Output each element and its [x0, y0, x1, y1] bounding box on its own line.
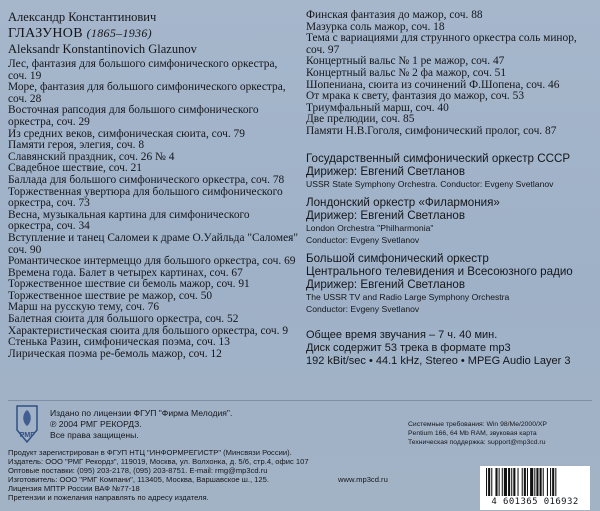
track-line: Лирическая поэма ре-бемоль мажор, соч. 12: [8, 347, 222, 360]
barcode-bar: [527, 468, 528, 496]
sysreq-line: Pentium 166, 64 Mb RAM, звуковая карта: [408, 430, 537, 437]
track-list-left: [8, 59, 302, 360]
track-line: Из средних веков, симфоническая сюита, соч. 79: [8, 127, 245, 140]
orchestra-name: Лондонский оркестр «Филармония»: [306, 195, 500, 209]
barcode-bar: [536, 468, 538, 496]
footer-line: Претензии и пожелания направлять по адресу издателя.: [8, 493, 209, 502]
barcode-bar: [550, 468, 551, 496]
track-line: Памяти Н.В.Гоголя, симфонический пролог, соч. 87: [306, 124, 557, 137]
disc-info-line: Диск содержит 53 трека в формате mp3: [306, 341, 511, 354]
track-line: Мазурка соль мажор, соч. 18: [306, 20, 445, 33]
track-line: Балетная сюита для большого оркестра, соч. 52: [8, 313, 239, 326]
track-line: оркестра, соч. 29: [8, 115, 90, 128]
track-list-right: [306, 10, 594, 138]
footer-line: Лицензия МПТР России ВАФ №77-18: [8, 484, 140, 493]
barcode-bar: [552, 468, 554, 496]
license-line: ℗ 2004 РМГ РЕКОРДЗ.: [50, 419, 142, 429]
composer-name: Александр Константинович: [8, 10, 157, 24]
track-line: Времена года. Балет в четырех картинах, соч. 67: [8, 266, 243, 279]
performer-english: London Orchestra "Philharmonia": [306, 222, 434, 233]
track-line: оркестра, соч. 73: [8, 197, 90, 210]
barcode-bar: [543, 468, 544, 496]
barcode-bar: [518, 468, 519, 496]
disc-info: [306, 329, 594, 368]
track-line: оркестра, соч. 34: [8, 220, 90, 233]
barcode-bar: [513, 468, 515, 496]
sysreq-line: Системные требования: Win 98/Me/2000/XP: [408, 421, 547, 428]
barcode-bar: [508, 468, 510, 496]
barcode-bar: [522, 468, 523, 496]
track-line: соч. 97: [306, 43, 340, 56]
performer-block: [306, 196, 594, 246]
track-line: Финская фантазия до мажор, соч. 88: [306, 9, 483, 21]
barcode-bar: [524, 468, 526, 496]
barcode-bar: [555, 468, 556, 496]
performer-english: USSR State Symphony Orchestra. Conductor: Evgeny Svetlanov: [306, 178, 554, 189]
barcode-digits: 4 601365 016932: [491, 497, 579, 507]
barcode-bar: [488, 468, 490, 496]
barcode-bar: [511, 468, 512, 496]
track-line: Восточная рапсодия для большого симфонического: [8, 104, 259, 117]
footer-line: Издатель: ООО "РМГ Рекордз", 119019, Москва, ул. Волхонка, д. 5/6, стр.4, офис 107: [8, 457, 309, 466]
track-line: Славянский праздник, соч. 26 № 4: [8, 150, 175, 163]
track-line: Стенька Разин, симфоническая поэма, соч. 13: [8, 336, 230, 349]
barcode-bar: [499, 468, 500, 496]
license-text: [50, 408, 232, 441]
track-line: От мрака к свету, фантазия до мажор, соч. 53: [306, 90, 525, 103]
orchestra-name: Центрального телевидения и Всесоюзного радио: [306, 264, 573, 278]
sysreq-line: Техническая поддержка: support@mp3cd.ru: [408, 439, 546, 446]
track-line: Весна, музыкальная картина для симфонического: [8, 208, 250, 221]
performer-block: [306, 252, 594, 315]
performer-english: Conductor: Evgeny Svetlanov: [306, 303, 420, 314]
surname-text: ГЛАЗУНОВ: [8, 26, 83, 41]
track-line: Триумфальный марш, соч. 40: [306, 101, 449, 114]
license-line: Издано по лицензии ФГУП "Фирма Мелодия".: [50, 408, 233, 418]
license-line: Все права защищены.: [50, 430, 139, 440]
track-line: Баллада для большого симфонического оркестра, соч. 78: [8, 173, 285, 186]
barcode-bar: [486, 468, 487, 496]
orchestra-name: Большой симфонический оркестр: [306, 251, 489, 265]
barcode-bar: [504, 468, 507, 496]
track-line: Шопениана, сюита из сочинений Ф.Шопена, соч. 46: [306, 78, 560, 91]
conductor-name: Дирижер: Евгений Светланов: [306, 208, 465, 222]
logo-text: РМГ: [19, 432, 35, 439]
footer-line: Изготовитель: ООО "РМГ Компани", 113405, Москва, Варшавское ш., 125.: [8, 475, 269, 484]
track-line: Марш на русскую тему, соч. 76: [8, 301, 160, 314]
website-link[interactable]: www.mp3cd.ru: [338, 475, 388, 484]
right-column: [306, 10, 594, 368]
barcode-bar: [491, 468, 492, 496]
barcode-bar: [534, 468, 535, 496]
barcode-bar: [530, 468, 533, 496]
conductor-name: Дирижер: Евгений Светланов: [306, 277, 465, 291]
disc-info-line: Общее время звучания – 7 ч. 40 мин.: [306, 328, 498, 341]
track-line: Торжественная увертюра для большого симфонического: [8, 185, 283, 198]
footer-divider: [8, 400, 592, 401]
track-line: Концертный вальс № 1 ре мажор, соч. 47: [306, 55, 505, 68]
left-column: [8, 10, 302, 360]
orchestra-name: Государственный симфонический оркестр СССР: [306, 151, 571, 165]
barcode-bars: [480, 466, 590, 497]
track-line: Торжественное шествие си бемоль мажор, соч. 91: [8, 278, 250, 291]
track-line: Памяти героя, элегия, соч. 8: [8, 139, 145, 152]
track-line: Лес, фантазия для большого симфонического оркестра,: [8, 58, 278, 70]
barcode: [480, 466, 590, 510]
performer-english: Conductor: Evgeny Svetlanov: [306, 234, 420, 245]
composer-surname: [8, 25, 302, 42]
barcode-bar: [540, 468, 542, 496]
track-line: соч. 19: [8, 69, 42, 82]
life-years: (1865–1936): [86, 26, 152, 40]
barcode-bar: [495, 468, 497, 496]
track-line: соч. 90: [8, 243, 42, 256]
barcode-bar: [547, 468, 548, 496]
performer-block: [306, 152, 594, 190]
composer-latin-name: Aleksandr Konstantinovich Glazunov: [8, 42, 197, 56]
footer-line: Оптовые поставки: (095) 203-2178, (095) 203-8751. E-mail: rmg@mp3cd.ru: [8, 466, 268, 475]
conductor-name: Дирижер: Евгений Светланов: [306, 164, 465, 178]
publisher-footer: [8, 448, 388, 502]
footer-line: Продукт зарегистрирован в ФГУП НТЦ "ИНФОРМРЕГИСТР" (Минсвязи России).: [8, 448, 292, 457]
track-line: Торжественное шествие ре мажор, соч. 50: [8, 289, 213, 302]
system-requirements: [408, 420, 547, 447]
track-line: Две прелюдии, соч. 85: [306, 113, 415, 126]
track-line: Вступление и танец Саломеи к драме О.Уайльда "Саломея": [8, 231, 299, 244]
track-line: Концертный вальс № 2 фа мажор, соч. 51: [306, 66, 507, 79]
track-line: Романтическое интермеццо для большого оркестра, соч. 69: [8, 255, 296, 268]
track-line: Характеристическая сюита для большого оркестра, соч. 9: [8, 324, 289, 337]
track-line: Море, фантазия для большого симфонического оркестра,: [8, 81, 286, 94]
disc-info-line: 192 kBit/sec • 44.1 kHz, Stereo • MPEG Audio Layer 3: [306, 354, 571, 367]
performers-list: [306, 152, 594, 315]
track-line: соч. 28: [8, 92, 42, 105]
rmg-logo: [12, 404, 42, 444]
track-line: Свадебное шествие, соч. 21: [8, 162, 143, 175]
barcode-bar: [502, 468, 503, 496]
track-line: Тема с вариациями для струнного оркестра соль минор,: [306, 32, 577, 45]
performer-english: The USSR TV and Radio Large Symphony Orchestra: [306, 291, 510, 302]
